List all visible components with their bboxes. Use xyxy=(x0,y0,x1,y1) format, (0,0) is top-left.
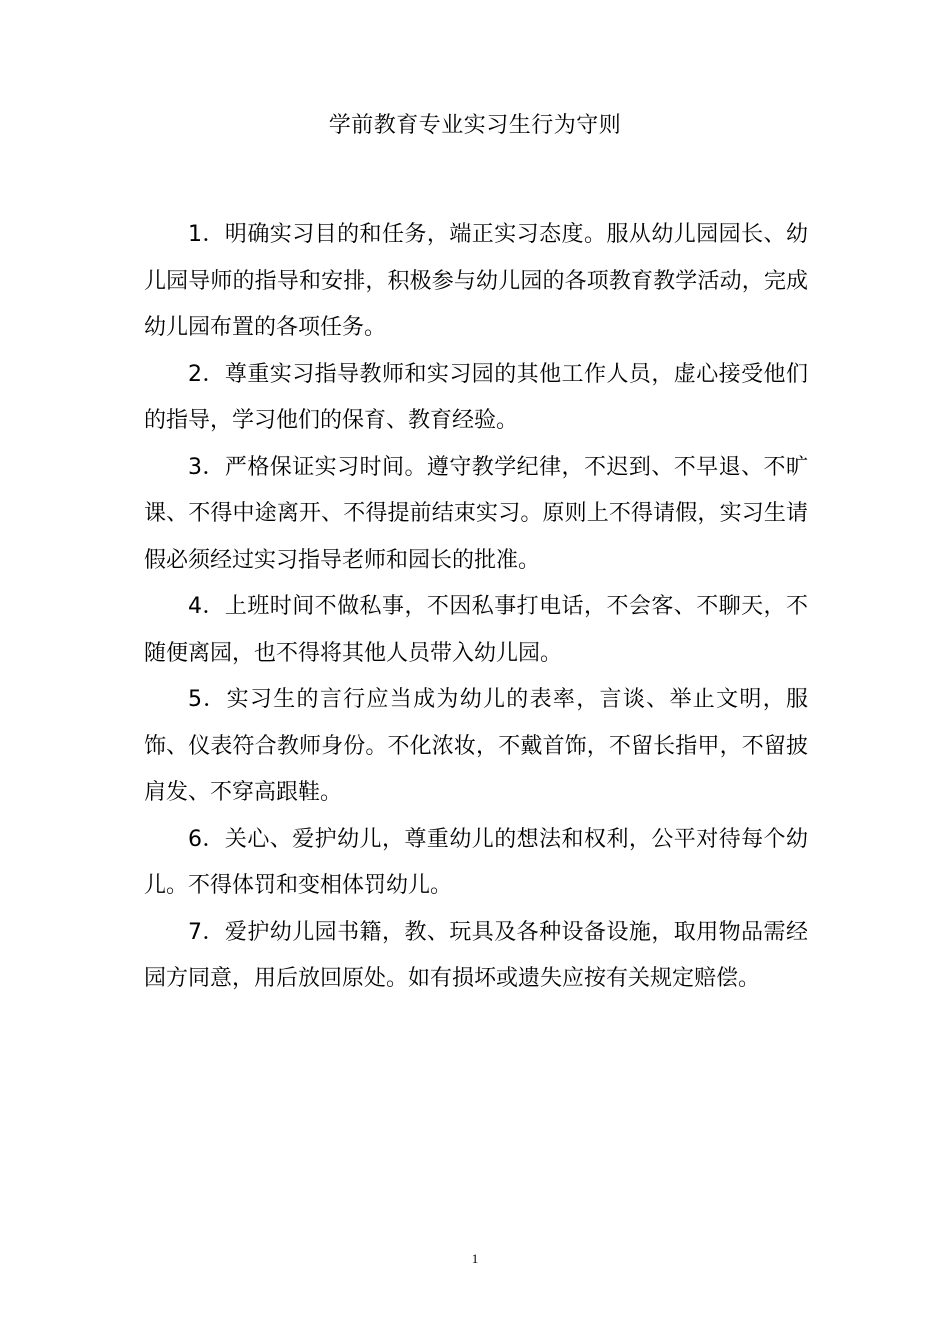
document-title: 学前教育专业实习生行为守则 xyxy=(328,113,622,138)
rule-paragraph-1: 1．明确实习目的和任务，端正实习态度。服从幼儿园园长、幼儿园导师的指导和安排，积极参与幼儿园的各项教育教学活动，完成幼儿园布置的各项任务。 xyxy=(144,222,808,340)
rule-paragraph-2: 2．尊重实习指导教师和实习园的其他工作人员，虚心接受他们的指导，学习他们的保育、教育经验。 xyxy=(144,361,808,433)
rule-paragraph-4: 4．上班时间不做私事，不因私事打电话，不会客、不聊天，不随便离园，也不得将其他人员带入幼儿园。 xyxy=(144,594,808,666)
document-body xyxy=(144,212,808,1003)
page-number: 1 xyxy=(471,1251,479,1266)
rule-paragraph-6: 6．关心、爱护幼儿，尊重幼儿的想法和权利，公平对待每个幼儿。不得体罚和变相体罚幼儿。 xyxy=(144,826,808,898)
rule-paragraph-7: 7．爱护幼儿园书籍，教、玩具及各种设备设施，取用物品需经园方同意，用后放回原处。如有损坏或遗失应按有关规定赔偿。 xyxy=(144,919,808,991)
rule-paragraph-5: 5．实习生的言行应当成为幼儿的表率，言谈、举止文明，服饰、仪表符合教师身份。不化浓妆，不戴首饰，不留长指甲，不留披肩发、不穿高跟鞋。 xyxy=(144,687,808,805)
rule-paragraph-3: 3．严格保证实习时间。遵守教学纪律，不迟到、不早退、不旷课、不得中途离开、不得提前结束实习。原则上不得请假，实习生请假必须经过实习指导老师和园长的批准。 xyxy=(144,454,808,573)
